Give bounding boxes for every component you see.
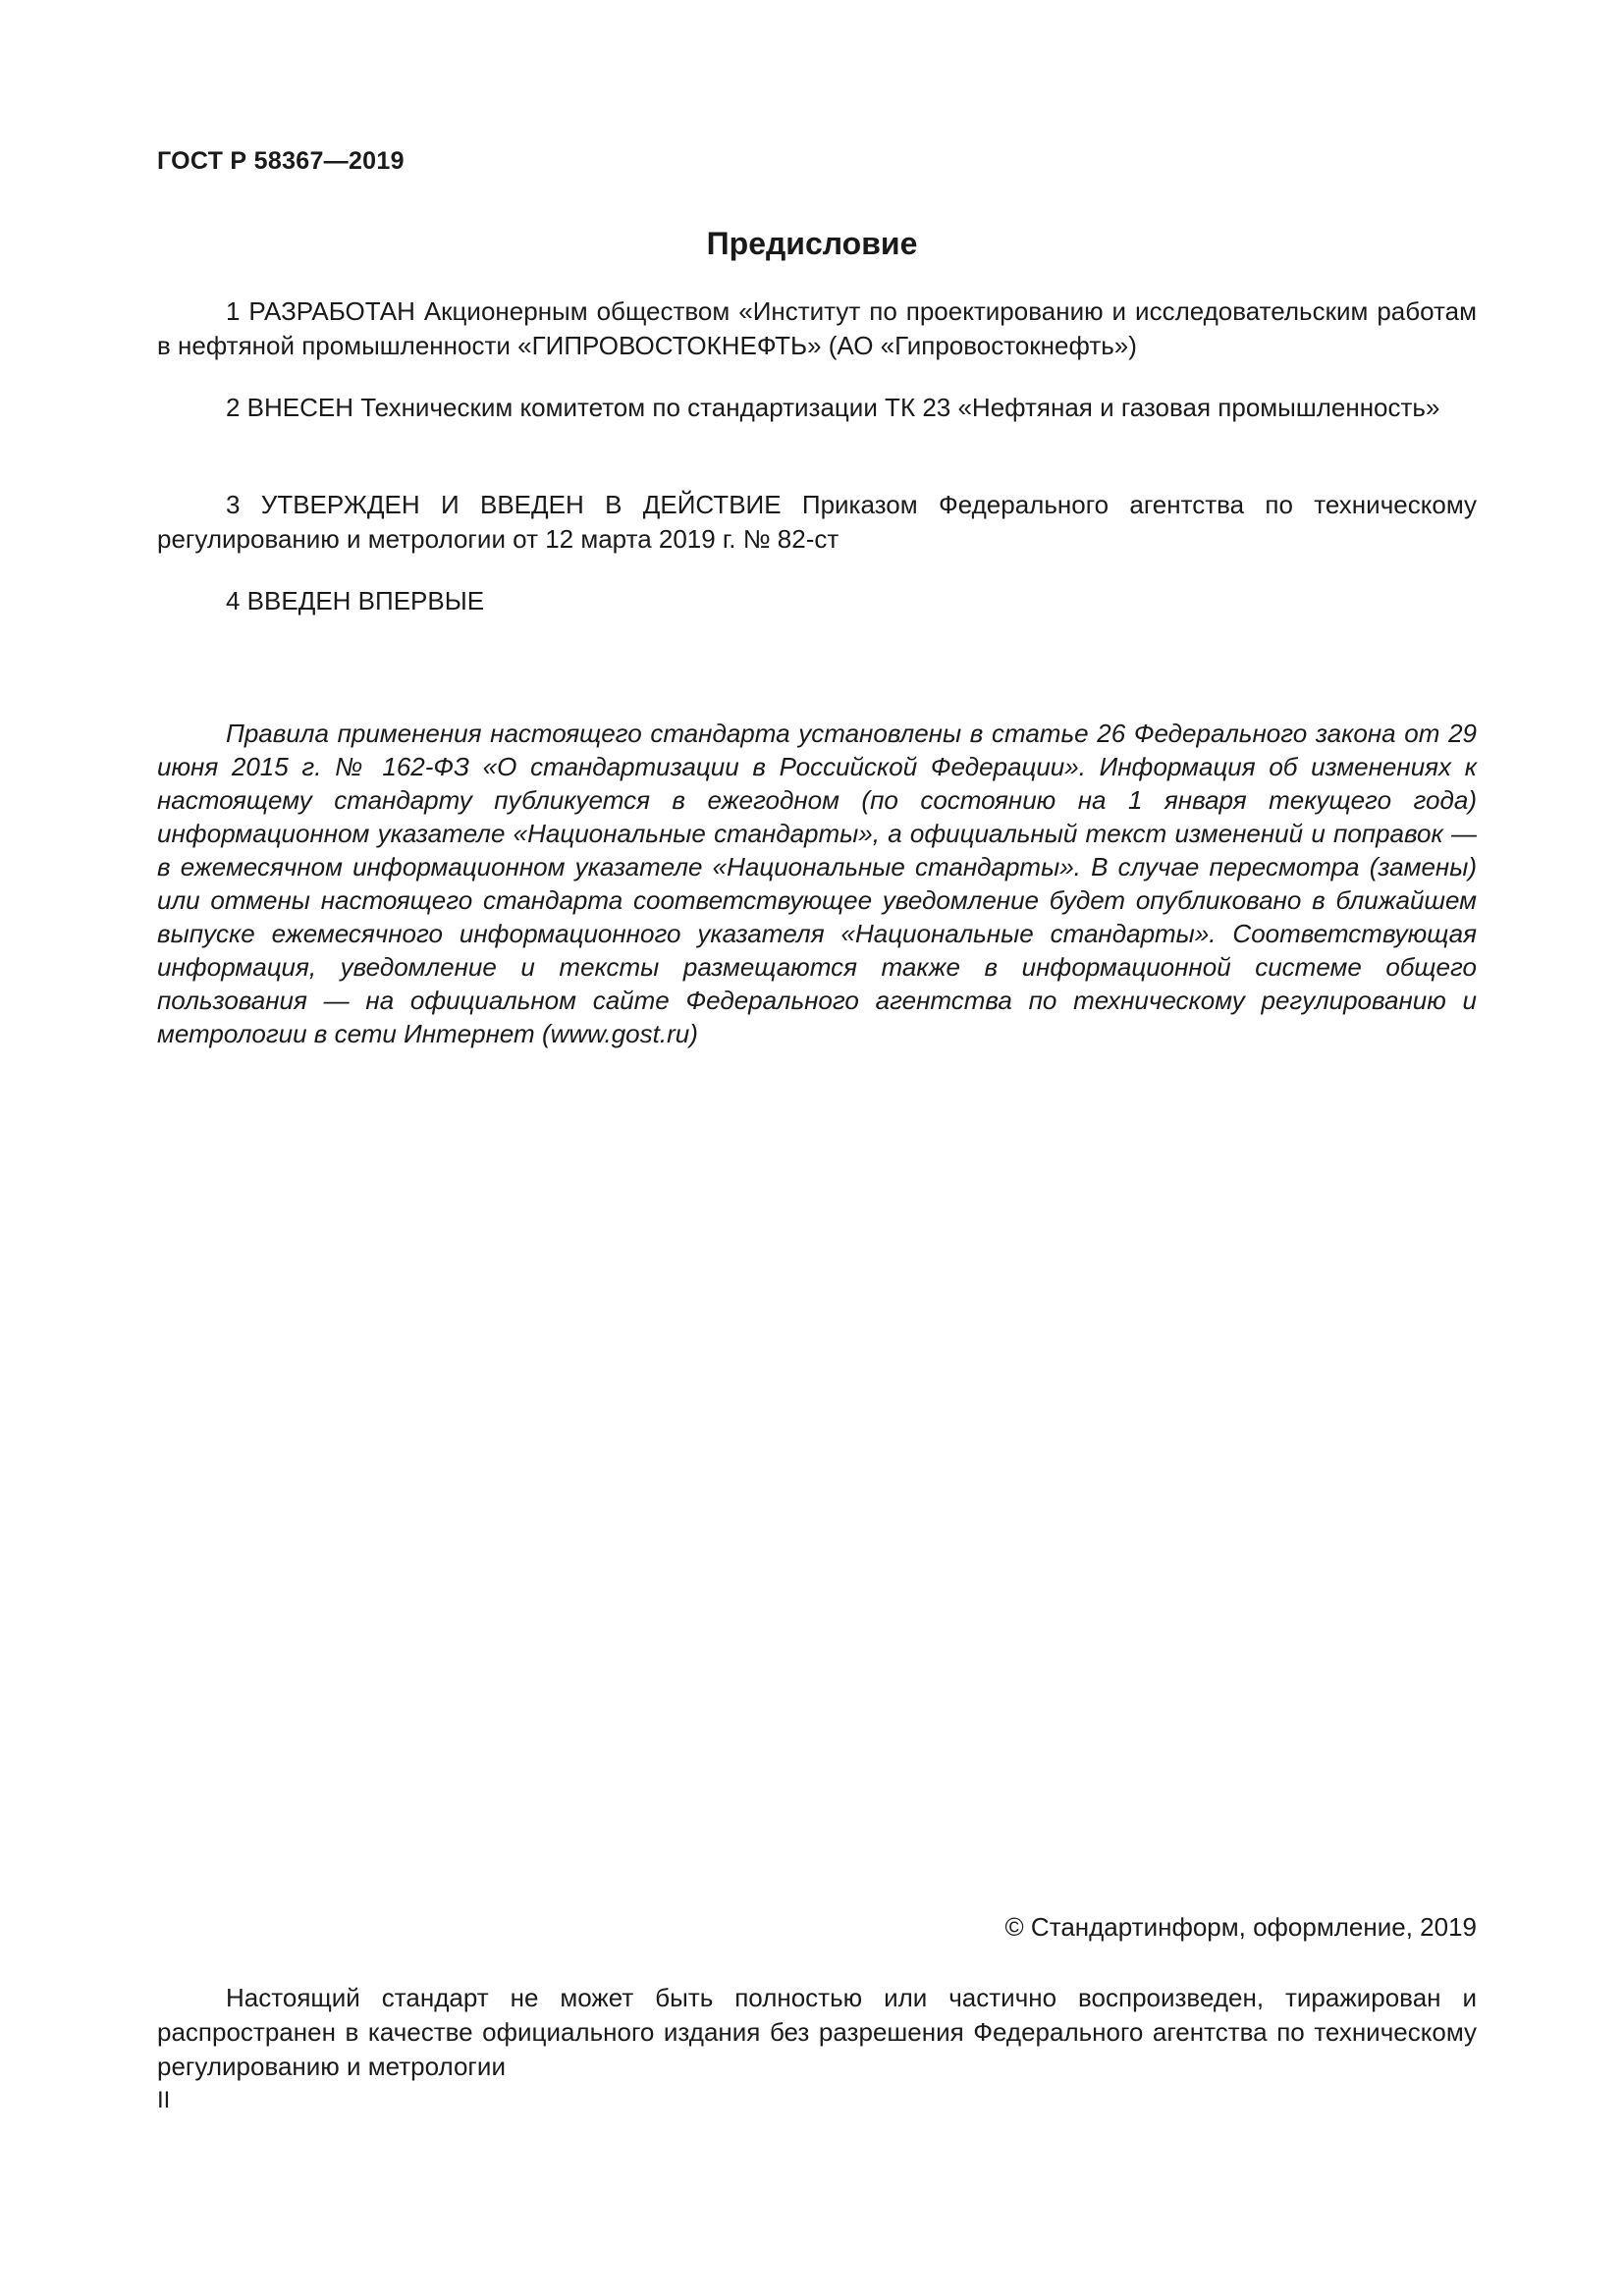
foreword-item-4-text: 4 ВВЕДЕН ВПЕРВЫЕ [226,586,485,615]
foreword-item-1 [157,294,1477,363]
copyright-line: © Стандартинформ, оформление, 2019 [1004,1912,1477,1942]
foreword-item-2 [157,391,1477,425]
application-rules-text: Правила применения настоящего стандарта установлены в статье 26 Федерального закона от 29 июня 2015 г. № 162-ФЗ «О стандартизации в Российской Федерации». Информация об изменениях к настоящему стандарту публикуется в ежегодном (по состоянию на 1 января текущего года) информационном указателе «Национальные стандарты», а официальный текст изменений и поправок — в ежемесячном информационном указателе «Национальные стандарты». В случае пересмотра (замены) или отмены настоящего стандарта соответствующее уведомление будет опубликовано в ближайшем выпуске ежемесячного информационного указателя «Национальные стандарты». Соответствующая информация, уведомление и тексты размещаются также в информационной системе общего пользования — на официальном сайте Федерального агентства по техническому регулированию и метрологии в сети Интернет (www.gost.ru) [157,719,1477,1048]
document-code: ГОСТ Р 58367—2019 [157,147,405,175]
foreword-item-3 [157,488,1477,557]
foreword-item-4 [157,584,1477,618]
foreword-item-2-text: 2 ВНЕСЕН Техническим комитетом по стандартизации ТК 23 «Нефтяная и газовая промышленность» [226,393,1440,422]
page-title: Предисловие [706,226,918,261]
reproduction-notice-text: Настоящий стандарт не может быть полностью или частично воспроизведен, тиражирован и распространен в качестве официального издания без разрешения Федерального агентства по техническому регулированию и метрологии [157,1983,1477,2081]
page-number: II [157,2087,171,2113]
application-rules [157,717,1477,1050]
reproduction-notice [157,1981,1477,2084]
foreword-item-1-text: 1 РАЗРАБОТАН Акционерным обществом «Институт по проектированию и исследовательским работам в нефтяной промышленности «ГИПРОВОСТОКНЕФТЬ» (АО «Гипровостокнефть») [157,296,1477,360]
foreword-item-3-text: 3 УТВЕРЖДЕН И ВВЕДЕН В ДЕЙСТВИЕ Приказом Федерального агентства по техническому регулированию и метрологии от 12 марта 2019 г. № 82-ст [157,490,1477,554]
